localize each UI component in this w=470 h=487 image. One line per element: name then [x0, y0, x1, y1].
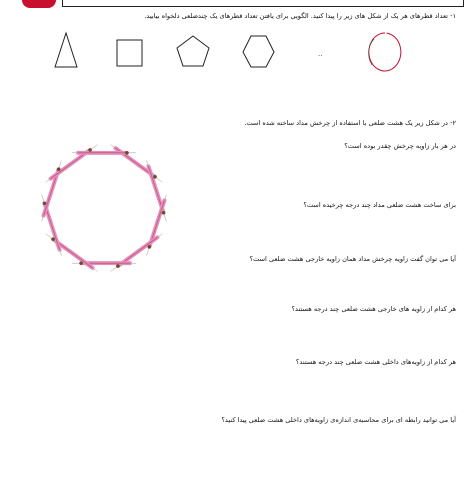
question-2-item-5: هر کدام از زاویه‌های داخلی هشت ضلعی چند درجه هستند؟ [295, 358, 456, 366]
ellipsis-dots: .. [318, 50, 323, 58]
pencils [44, 148, 165, 268]
pentagon-shape [177, 36, 209, 66]
question-2-item-2: برای ساخت هشت ضلعی مداد چند درجه چرخیده است؟ [303, 201, 456, 209]
pencil-tip [148, 245, 152, 249]
question-1-text: ۱- تعداد قطرهای هر یک از شکل های زیر را پیدا کنید. الگویی برای یافتن تعداد قطرهای یک چندضلعی دلخواه بیابید. [144, 12, 456, 20]
hexagon-shape [243, 36, 274, 67]
polygon-shapes-row [0, 25, 470, 85]
question-2-intro: ۲- در شکل زیر یک هشت ضلعی با استفاده از چرخش مداد ساخته شده است. [244, 119, 456, 127]
pencil-tip [79, 261, 83, 265]
header-red-tab [22, 0, 56, 8]
circle-shape [369, 33, 401, 71]
square-shape [117, 40, 142, 66]
pencil-tip [116, 264, 120, 268]
header-decoration [0, 0, 470, 8]
pencil-tip [57, 167, 61, 171]
pencil-polygon-figure [36, 140, 172, 276]
pencil-tip [43, 201, 47, 205]
pencil-tip [153, 175, 157, 179]
pencil-tip [162, 211, 166, 215]
question-2-item-1: در هر بار زاویه چرخش چقدر بوده است؟ [344, 142, 456, 150]
pencil-tip [88, 148, 92, 152]
question-2-item-4: هر کدام از زاویه های خارجی هشت ضلعی چند درجه هستند؟ [291, 305, 456, 313]
triangle-shape [55, 33, 77, 67]
pencil-tip [51, 237, 55, 241]
header-frame [62, 0, 464, 7]
question-2-item-6: آیا می توانید رابطه ای برای محاسبه‌ی اندازه‌ی زاویه‌های داخلی هشت ضلعی پیدا کنید؟ [221, 416, 456, 424]
construction-lines [42, 145, 167, 272]
pencil-tip [125, 151, 129, 155]
question-2-item-3: آیا می توان گفت زاویه چرخش مداد همان زاویه خارجی هشت ضلعی است؟ [249, 255, 456, 263]
